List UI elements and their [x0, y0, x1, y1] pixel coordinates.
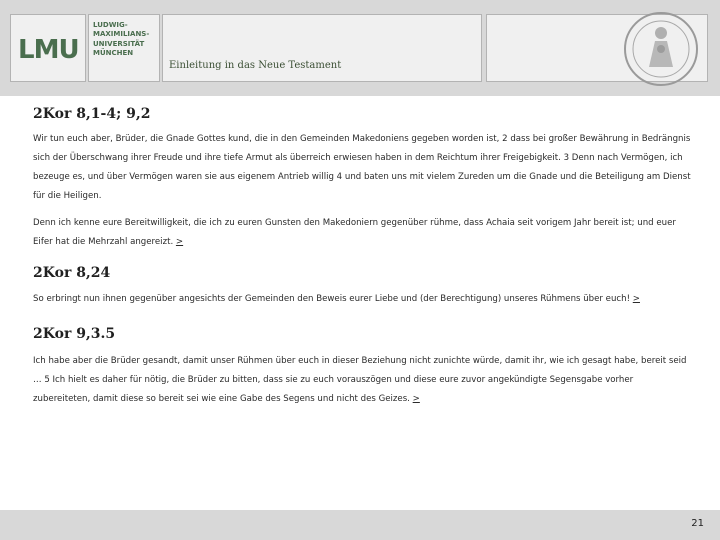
- seal-box: [486, 14, 708, 82]
- section-heading: 2Kor 9,3.5: [33, 326, 116, 342]
- slide-footer: [0, 510, 720, 540]
- section-text: [33, 214, 693, 252]
- section-heading: 2Kor 8,1-4; 9,2: [33, 106, 151, 122]
- paragraph-text: Denn ich kenne eure Bereitwilligkeit, die ich zu euren Gunsten den Makedoniern gegenüber rühme, dass Achaia seit vorigem Jahr bereit ist; und euer Eifer hat die Mehrzahl angereizt.: [33, 218, 676, 247]
- university-name: [93, 21, 159, 58]
- more-link[interactable]: >: [412, 394, 420, 404]
- university-seal-icon: [621, 9, 701, 89]
- university-name-box: [88, 14, 160, 82]
- slide-header: [0, 0, 720, 96]
- more-link[interactable]: >: [632, 294, 640, 304]
- course-title: Einleitung in das Neue Testament: [169, 60, 342, 71]
- section-heading: 2Kor 8,24: [33, 265, 111, 281]
- university-line: MÜNCHEN: [93, 48, 134, 57]
- section-text: [33, 290, 693, 309]
- page-number: 21: [691, 518, 704, 529]
- course-title-box: [162, 14, 482, 82]
- section-text: [33, 352, 693, 409]
- section-text: Wir tun euch aber, Brüder, die Gnade Gottes kund, die in den Gemeinden Makedoniens gegeben worden ist, 2 dass bei großer Bewährung in Bedrängnis sich der Überschwang ihrer Freude und ihre tiefe Armut als überreich erwiesen haben in dem Reichtum ihrer Freigebigkeit. 3 Denn nach Vermögen, ich bezeuge es, und über Vermögen waren sie aus eigenem Antrieb willig 4 und baten uns mit vielem Zureden um die Gnade und die Beteiligung am Dienst für die Heiligen.: [33, 134, 691, 201]
- paragraph-text: Ich habe aber die Brüder gesandt, damit unser Rühmen über euch in dieser Beziehung nicht zunichte würde, damit ihr, wie ich gesagt habe, bereit seid … 5 Ich hielt es daher für nötig, die Brüder zu bitten, dass sie zu euch vorauszögen und diese eure zuvor angekündigte Segensgabe vorher zubereiteten, damit diese so bereit sei wie eine Gabe des Segens und nicht des Geizes.: [33, 356, 687, 404]
- university-line: UNIVERSITÄT: [93, 39, 145, 48]
- university-line: MAXIMILIANS-: [93, 30, 150, 39]
- more-link[interactable]: >: [175, 237, 184, 247]
- paragraph-text: So erbringt nun ihnen gegenüber angesichts der Gemeinden den Beweis eurer Liebe und (der Berechtigung) unseres Rühmens über euch!: [33, 294, 631, 304]
- lmu-logo: LMU: [18, 35, 79, 65]
- logo-box: [10, 14, 86, 82]
- university-line: LUDWIG-: [93, 21, 128, 29]
